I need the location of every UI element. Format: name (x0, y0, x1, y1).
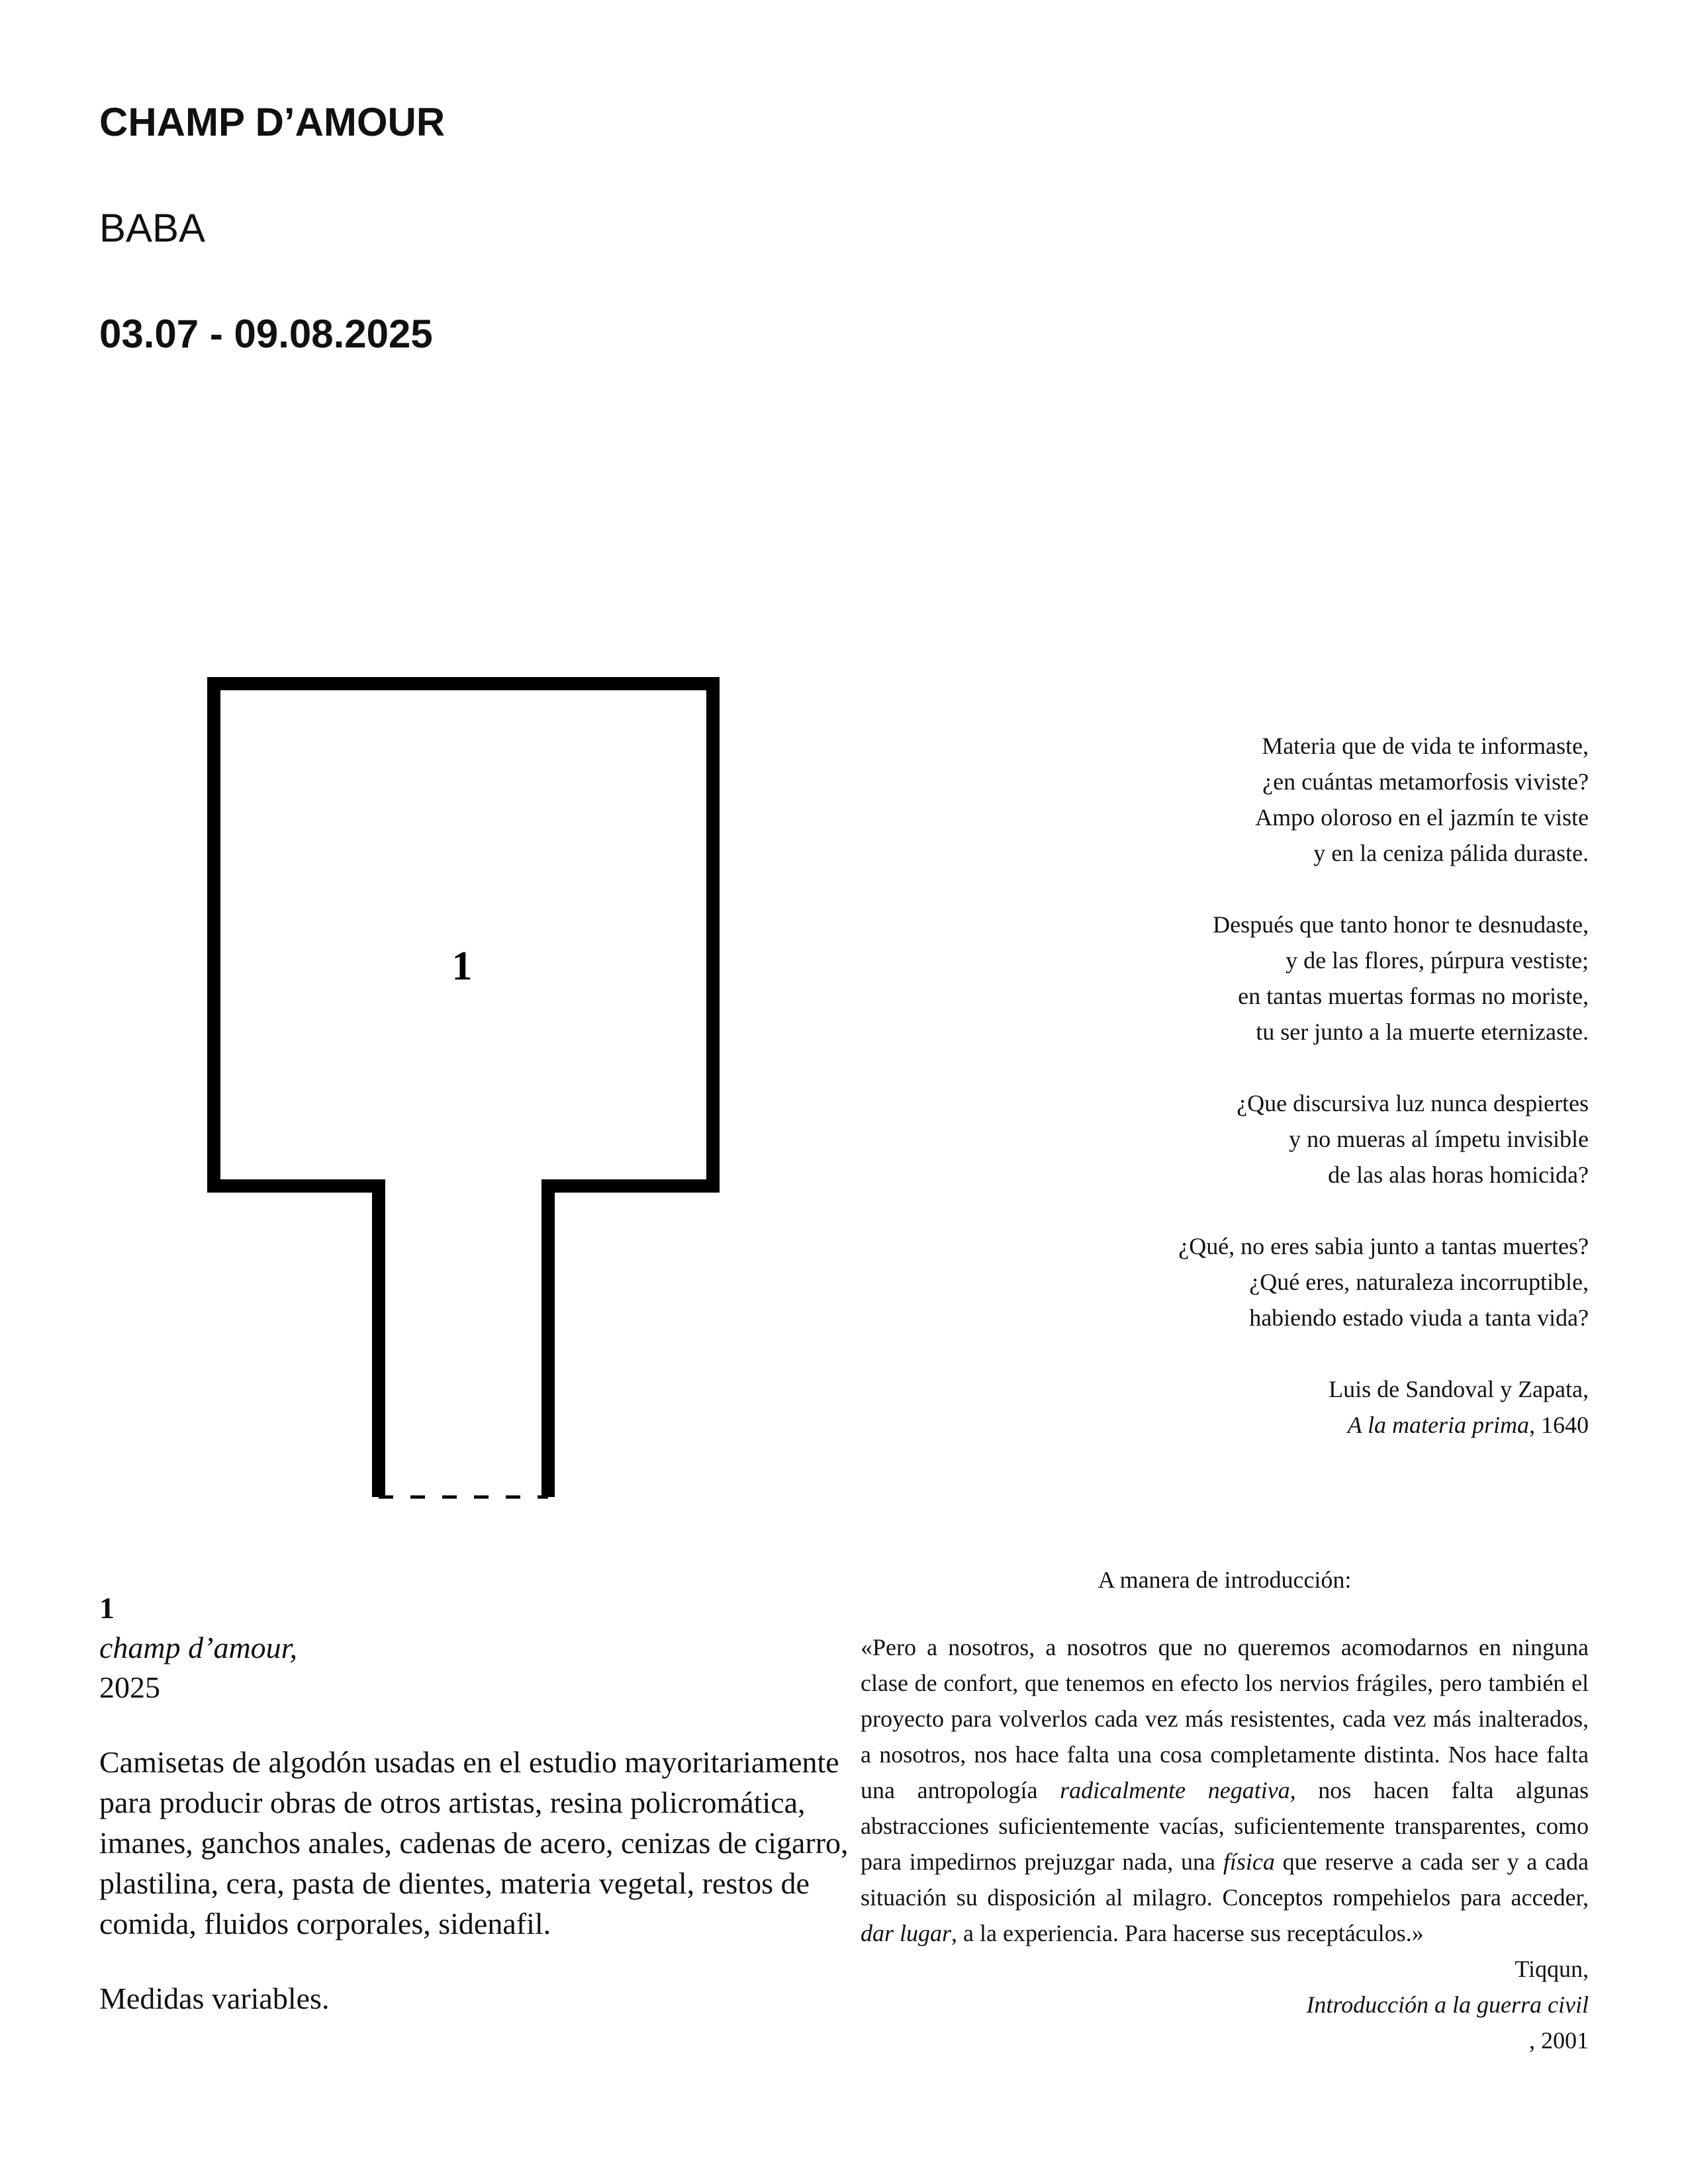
poem-line: ¿Que discursiva luz nunca despiertes (1237, 1090, 1589, 1116)
quote-source-year: , 2001 (1529, 2027, 1589, 2054)
floor-plan-walls (214, 684, 713, 1497)
introduction-attribution (861, 1951, 1589, 2058)
poem-source-title: A la materia prima (1347, 1412, 1529, 1438)
introduction-heading: A manera de introducción: (1098, 1567, 1352, 1593)
poem-line: ¿en cuántas metamorfosis viviste? (1262, 768, 1589, 795)
poem-line: en tantas muertas formas no moriste, (1238, 983, 1589, 1009)
poem-author: Luis de Sandoval y Zapata, (1329, 1376, 1589, 1402)
quote-text: , a la experiencia. Para hacerse sus receptáculos.» (951, 1920, 1424, 1946)
quote-text: nos hacen falta algunas abstracciones suficientemente vacías, suficientemente transparentes, como para impedirnos prejuzgar nada, una (861, 1777, 1589, 1875)
poem-line: tu ser junto a la muerte eternizaste. (1256, 1019, 1589, 1045)
room-number: 1 (451, 944, 473, 989)
poem-stanza (927, 1085, 1589, 1193)
poem-stanza (927, 728, 1589, 871)
poem-line: ¿Qué, no eres sabia junto a tantas muertes? (1178, 1233, 1589, 1259)
poem-line: ¿Qué eres, naturaleza incorruptible, (1249, 1269, 1589, 1295)
poem-stanza (927, 907, 1589, 1050)
quote-text: «Pero a nosotros, a nosotros que no queremos acomodarnos en ninguna clase de confort, que tenemos en efecto los nervios frágiles, pero también el proyecto para volverlos cada vez más resistentes, cada vez más inalterados, a nosotros, nos hace falta una cosa completamente distinta. Nos hace falta una antropología (861, 1634, 1589, 1803)
poem-line: y no mueras al ímpetu invisible (1289, 1126, 1589, 1152)
work-year: 2025 (99, 1670, 160, 1704)
work-materials: Camisetas de algodón usadas en el estudio mayoritariamente para producir obras de otros artistas, resina policromática, imanes, ganchos anales, cadenas de acero, cenizas de cigarro, plastilina, cera, pasta de dientes, materia vegetal, restos de comida, fluidos corporales, sidenafil. (99, 1745, 849, 1940)
poem (927, 728, 1589, 1443)
exhibition-dates: 03.07 - 09.08.2025 (99, 312, 433, 356)
poem-attribution (927, 1371, 1589, 1443)
quote-emphasis: radicalmente negativa, (1060, 1777, 1296, 1803)
poem-source (927, 1407, 1589, 1443)
introduction-quote (861, 1629, 1589, 1951)
quote-emphasis: física (1223, 1848, 1275, 1875)
work-title: champ d’amour, (99, 1631, 297, 1664)
quote-text: que reserve a cada ser y a cada situación su disposición al milagro. Conceptos rompehielos para acceder, (861, 1848, 1589, 1911)
poem-line: de las alas horas homicida? (1328, 1161, 1589, 1188)
quote-source-title: Introducción a la guerra civil (1306, 1991, 1589, 2018)
poem-line: Ampo oloroso en el jazmín te viste (1255, 804, 1589, 831)
work-measures: Medidas variables. (99, 1981, 330, 2015)
poem-line: Materia que de vida te informaste, (1262, 733, 1589, 759)
exhibition-title: CHAMP D’AMOUR (99, 100, 445, 144)
quote-emphasis: dar lugar (861, 1920, 952, 1946)
poem-line: Después que tanto honor te desnudaste, (1213, 911, 1589, 938)
poem-line: y de las flores, púrpura vestiste; (1286, 947, 1589, 974)
artist-name: BABA (99, 206, 206, 250)
poem-line: y en la ceniza pálida duraste. (1313, 840, 1589, 866)
quote-source (861, 1987, 1589, 2058)
poem-line: habiendo estado viuda a tanta vida? (1249, 1304, 1589, 1331)
poem-stanza (927, 1228, 1589, 1336)
introduction (861, 1562, 1589, 2058)
work-number: 1 (99, 1591, 115, 1625)
poem-source-year: , 1640 (1529, 1412, 1589, 1438)
quote-author: Tiqqun, (1515, 1956, 1589, 1982)
floor-plan (199, 668, 728, 1516)
work-label (99, 1588, 861, 2019)
